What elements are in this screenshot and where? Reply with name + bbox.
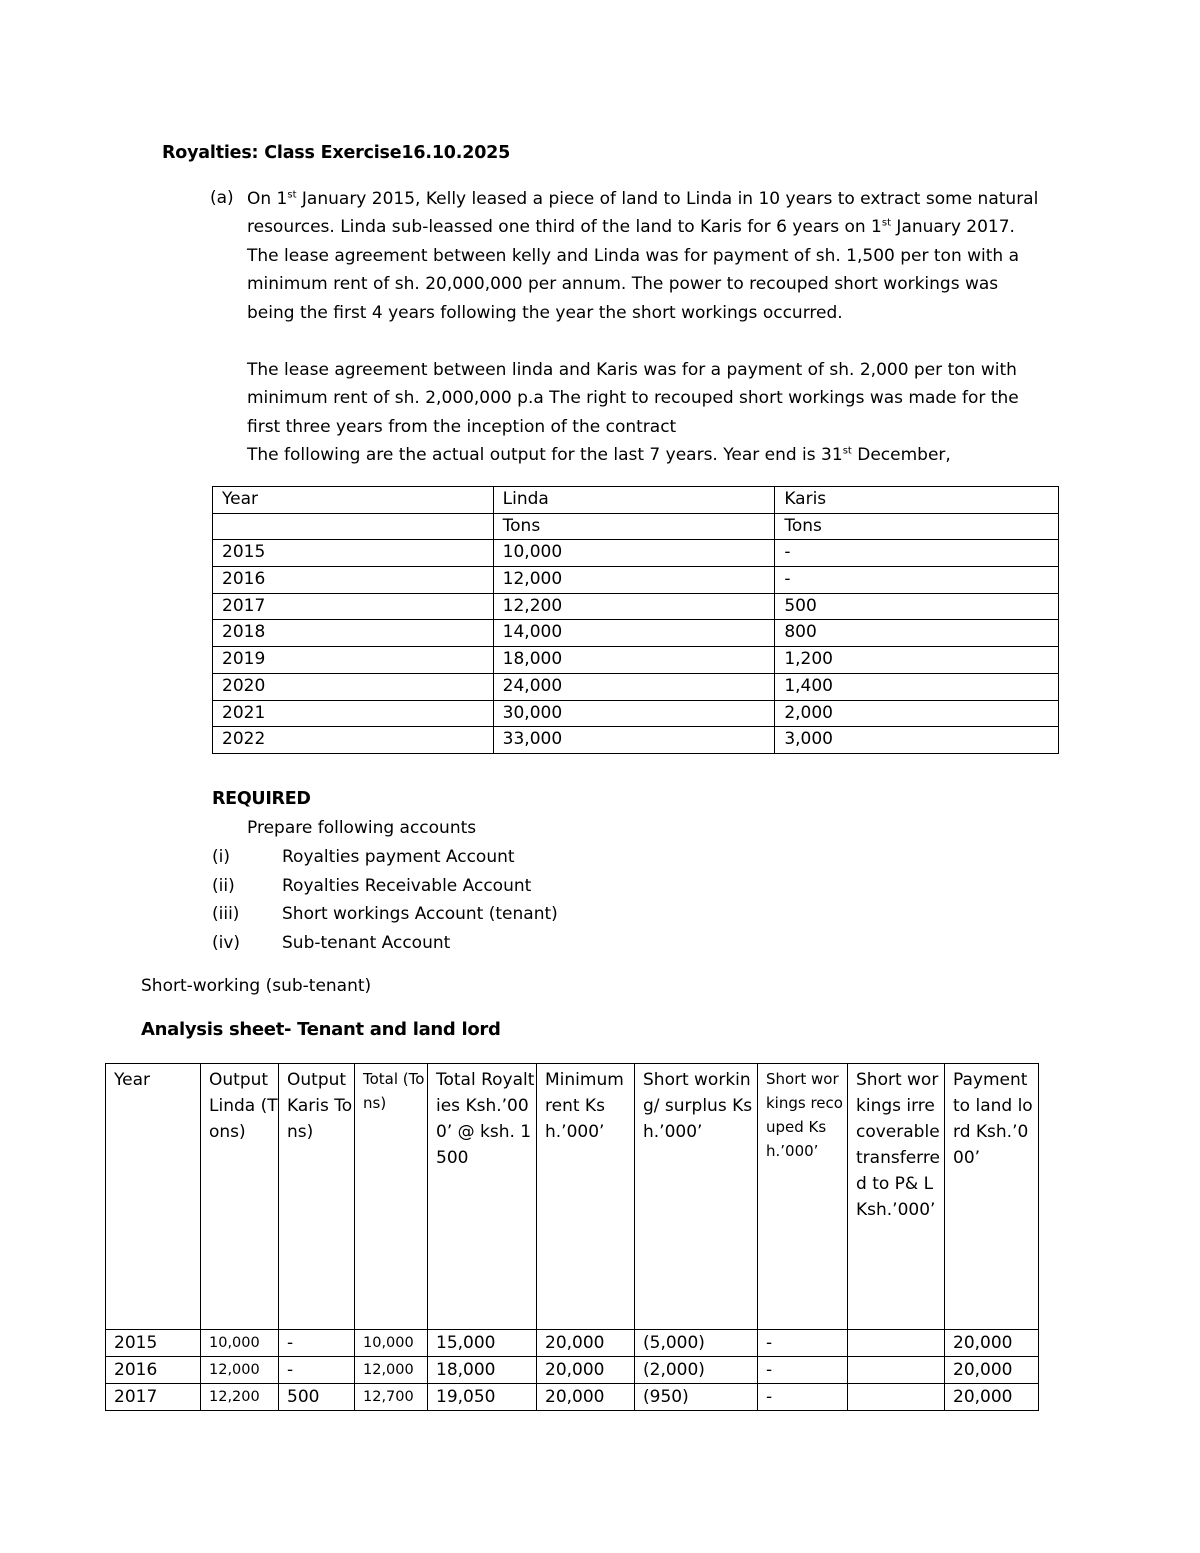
question-paragraph-2 [247, 356, 1067, 470]
line-text: On 1 [247, 189, 288, 209]
table-cell: 2015 [106, 1330, 201, 1357]
table-row [106, 1384, 1039, 1411]
short-working-subtenant-label: Short-working (sub-tenant) [141, 976, 372, 996]
analysis-heading: Analysis sheet- Tenant and land lord [141, 1019, 501, 1040]
table-cell: 12,000 [201, 1357, 279, 1384]
table-cell: 12,200 [493, 593, 775, 620]
paragraph-line [247, 242, 1067, 270]
line-text: January 2015, Kelly leased a piece of land to Linda in 10 years to extract some natural [296, 189, 1039, 209]
table-cell [848, 1330, 945, 1357]
table-cell: (2,000) [635, 1357, 758, 1384]
table-cell: 12,700 [355, 1384, 428, 1411]
item-text: Sub-tenant Account [282, 933, 451, 953]
line-text: minimum rent of sh. 2,000,000 p.a The right to recouped short workings was made for the [247, 388, 1019, 409]
paragraph-line [247, 356, 1067, 384]
item-number: (iv) [212, 933, 241, 953]
table-row [213, 647, 1059, 674]
header-cell: Short working/ surplus Ksh.’000’ [635, 1064, 758, 1330]
table-cell: 18,000 [493, 647, 775, 674]
line-text: The lease agreement between kelly and Linda was for payment of sh. 1,500 per ton with a [247, 245, 1020, 266]
table-cell: 12,200 [201, 1384, 279, 1411]
table-cell: 500 [775, 593, 1059, 620]
required-intro: Prepare following accounts [247, 818, 477, 838]
table-cell: 2017 [213, 593, 494, 620]
table-row [213, 593, 1059, 620]
table-cell: 18,000 [428, 1357, 537, 1384]
table-cell: 14,000 [493, 620, 775, 647]
table-header-row [106, 1064, 1039, 1330]
unit-cell: Tons [493, 513, 775, 540]
table-cell: 2020 [213, 673, 494, 700]
table-cell [848, 1357, 945, 1384]
table-cell: 2015 [213, 540, 494, 567]
header-cell: Total Royalties Ksh.’000’ @ ksh. 1500 [428, 1064, 537, 1330]
table-cell: - [775, 567, 1059, 594]
table-cell: 20,000 [945, 1330, 1039, 1357]
analysis-table [105, 1063, 1039, 1411]
line-text: The lease agreement between linda and Karis was for a payment of sh. 2,000 per ton with [247, 360, 1017, 380]
table-cell: 3,000 [775, 727, 1059, 754]
line-text: minimum rent of sh. 20,000,000 per annum. The power to recouped short workings was [247, 274, 999, 295]
paragraph-line [247, 213, 1067, 241]
table-cell: 19,050 [428, 1384, 537, 1411]
header-cell: Short workings irrecoverable transferred to P& L Ksh.’000’ [848, 1064, 945, 1330]
table-cell [848, 1384, 945, 1411]
table-cell: 12,000 [493, 567, 775, 594]
table-cell: (5,000) [635, 1330, 758, 1357]
paragraph-line [247, 441, 1067, 469]
header-cell: Output Linda (Tons) [201, 1064, 279, 1330]
table-cell: (950) [635, 1384, 758, 1411]
table-cell: - [758, 1357, 848, 1384]
table-cell: 800 [775, 620, 1059, 647]
table-row [106, 1330, 1039, 1357]
table-cell: 10,000 [355, 1330, 428, 1357]
header-cell: Short workings recouped Ksh.’000’ [758, 1064, 848, 1330]
table-units-row [213, 513, 1059, 540]
item-number: (i) [212, 847, 230, 867]
item-text: Royalties Receivable Account [282, 876, 532, 896]
table-row [213, 620, 1059, 647]
table-cell: - [775, 540, 1059, 567]
ordinal-suffix: st [842, 445, 852, 457]
table-cell: 2016 [106, 1357, 201, 1384]
table-cell: 15,000 [428, 1330, 537, 1357]
item-number: (ii) [212, 876, 235, 896]
table-cell: - [279, 1357, 355, 1384]
line-text: The following are the actual output for the last 7 years. Year end is 31 [247, 445, 843, 466]
table-cell: 20,000 [537, 1330, 635, 1357]
paragraph-line [247, 185, 1067, 213]
header-cell: Year [213, 487, 494, 514]
item-text: Short workings Account (tenant) [282, 904, 558, 924]
unit-cell [213, 513, 494, 540]
table-row [213, 700, 1059, 727]
table-cell: 2022 [213, 727, 494, 754]
table-cell: - [279, 1330, 355, 1357]
paragraph-line [247, 270, 1067, 298]
header-cell: Year [106, 1064, 201, 1330]
line-text: being the first 4 years following the year the short workings occurred. [247, 302, 843, 323]
table-row [213, 567, 1059, 594]
line-text: January 2017. [891, 217, 1015, 238]
header-cell: Karis [775, 487, 1059, 514]
unit-cell: Tons [775, 513, 1059, 540]
table-cell: - [758, 1330, 848, 1357]
item-text: Royalties payment Account [282, 847, 515, 867]
table-cell: 2019 [213, 647, 494, 674]
line-text: first three years from the inception of the contract [247, 416, 677, 437]
table-row [106, 1357, 1039, 1384]
question-label: (a) [210, 188, 234, 208]
ordinal-suffix: st [287, 189, 297, 201]
table-cell: 24,000 [493, 673, 775, 700]
table-cell: 20,000 [537, 1384, 635, 1411]
item-number: (iii) [212, 904, 240, 924]
table-cell: 500 [279, 1384, 355, 1411]
table-cell: 2018 [213, 620, 494, 647]
table-row [213, 673, 1059, 700]
table-cell: 33,000 [493, 727, 775, 754]
table-cell: 2016 [213, 567, 494, 594]
required-heading: REQUIRED [212, 789, 311, 809]
table-cell: 10,000 [201, 1330, 279, 1357]
line-text: December, [851, 445, 951, 466]
table-cell: 2021 [213, 700, 494, 727]
header-cell: Minimum rent Ksh.’000’ [537, 1064, 635, 1330]
table-cell: 1,200 [775, 647, 1059, 674]
header-cell: Total (Tons) [355, 1064, 428, 1330]
table-cell: 20,000 [945, 1357, 1039, 1384]
header-cell: Output Karis Tons) [279, 1064, 355, 1330]
line-text: resources. Linda sub-leassed one third of the land to Karis for 6 years on 1 [247, 217, 882, 238]
table-cell: 20,000 [945, 1384, 1039, 1411]
table-cell: 30,000 [493, 700, 775, 727]
page-title: Royalties: Class Exercise16.10.2025 [162, 143, 511, 163]
table-cell: 1,400 [775, 673, 1059, 700]
table-header-row [213, 487, 1059, 514]
table-cell: - [758, 1384, 848, 1411]
output-table [212, 486, 1059, 754]
header-cell: Linda [493, 487, 775, 514]
table-cell: 2017 [106, 1384, 201, 1411]
table-cell: 10,000 [493, 540, 775, 567]
paragraph-line [247, 413, 1067, 441]
table-cell: 20,000 [537, 1357, 635, 1384]
question-paragraph-1 [247, 185, 1067, 327]
table-row [213, 727, 1059, 754]
paragraph-line [247, 299, 1067, 327]
paragraph-line [247, 384, 1067, 412]
table-cell: 2,000 [775, 700, 1059, 727]
table-cell: 12,000 [355, 1357, 428, 1384]
table-row [213, 540, 1059, 567]
header-cell: Payment to land lord Ksh.’000’ [945, 1064, 1039, 1330]
ordinal-suffix: st [881, 217, 892, 229]
